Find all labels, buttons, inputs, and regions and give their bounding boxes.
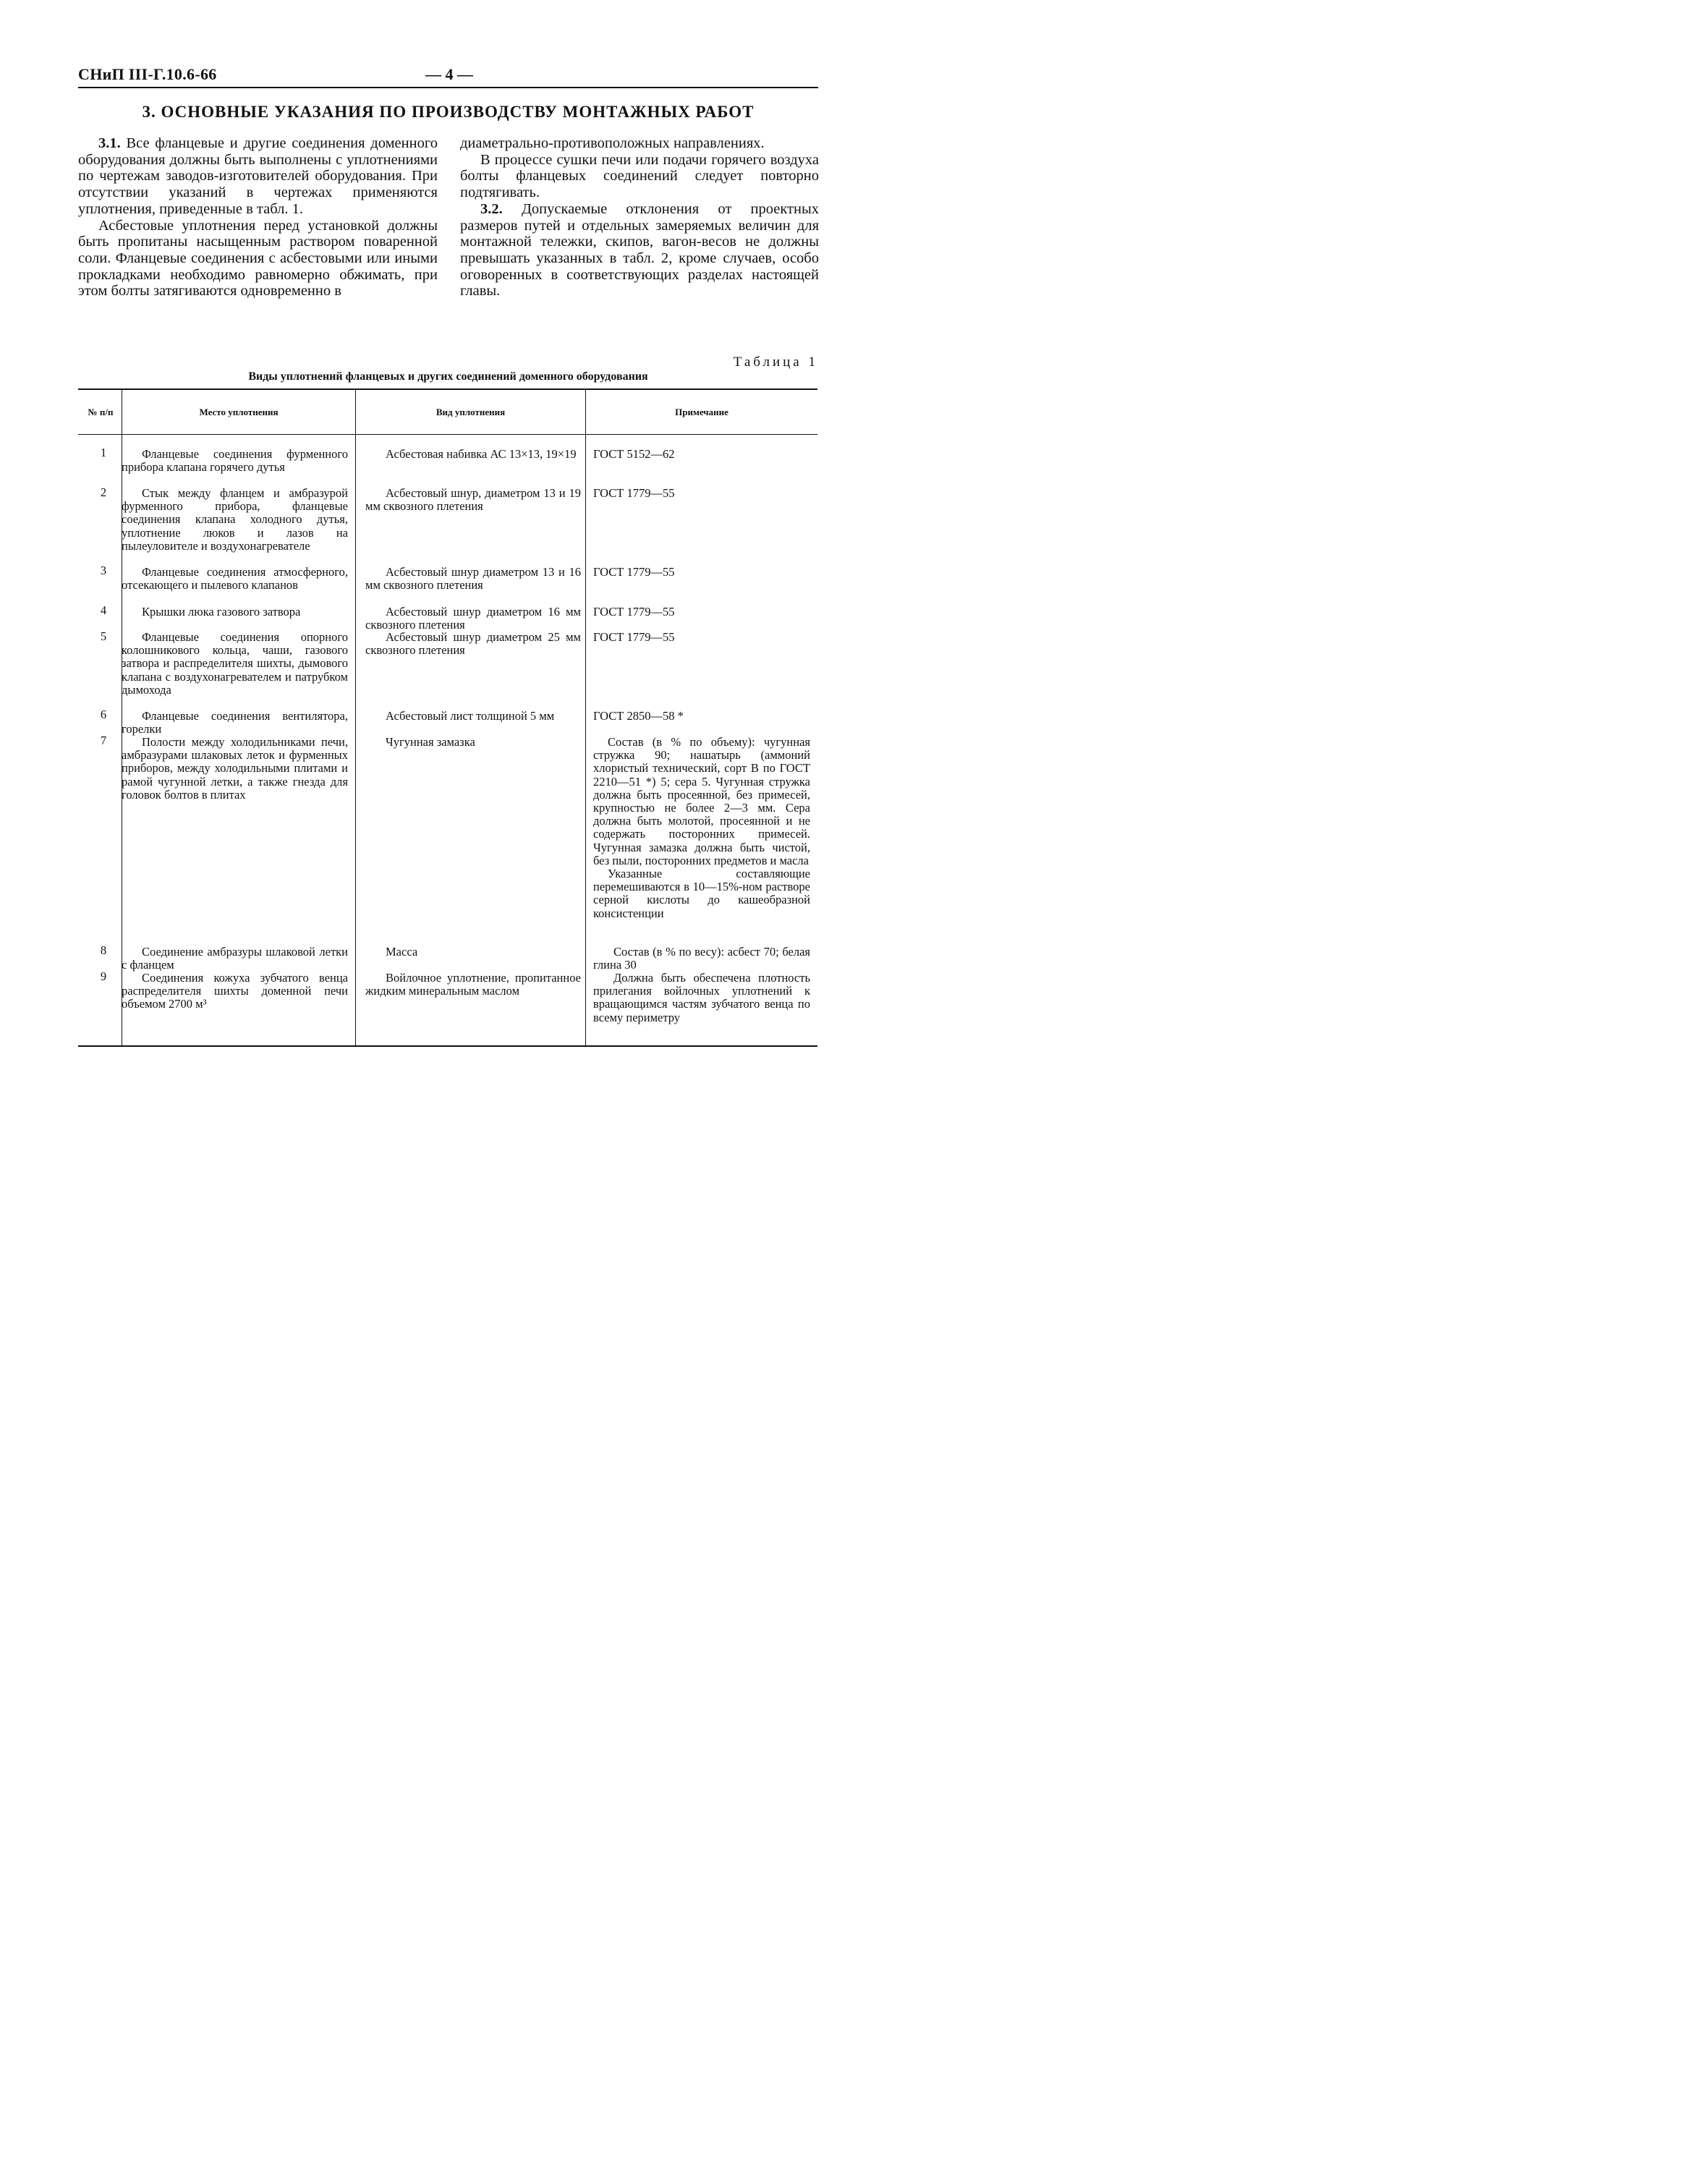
- seal-place: Крышки люка газового затвора: [142, 605, 301, 619]
- header-type: Вид уплотнения: [436, 406, 506, 417]
- seal-type: Асбестовый лист толщиной 5 мм: [386, 709, 555, 723]
- document-code: СНиП III-Г.10.6-66: [78, 65, 217, 83]
- clause-number: 3.1.: [98, 135, 121, 151]
- paragraph-asbestos: Асбестовые уплотнения перед установкой должны быть пропитаны насыщенным раствором поваренной соли. Фланцевые соединения с асбестовыми или иными прокладками необходимо равномерно обжимать, при этом болты затягиваются одновременно в: [78, 217, 438, 300]
- seal-type: Асбестовый шнур диаметром 13 и 16 мм сквозного плетения: [365, 565, 581, 592]
- right-column: [460, 135, 819, 300]
- seal-note: ГОСТ 1779—55: [593, 565, 675, 579]
- paragraph-drying: В процессе сушки печи или подачи горячего воздуха болты фланцевых соединений следует повторно подтягивать.: [460, 151, 819, 201]
- table-label: Таблица 1: [733, 354, 818, 370]
- paragraph-continued: диаметрально-противоположных направлениях.: [460, 135, 765, 151]
- seal-type: Асбестовая набивка АС 13×13, 19×19: [386, 447, 577, 461]
- paragraph-3-1: [78, 135, 438, 218]
- column-divider: [355, 390, 356, 1045]
- seal-place: Полости между холодильниками печи, амбразурами шлаковых леток и фурменных приборов, между холодильными плитами и рамой чугунной летки, а также гнезда для головок болтов в плитах: [122, 735, 348, 802]
- seal-type: Асбестовый шнур диаметром 25 мм сквозного плетения: [365, 630, 581, 658]
- seal-note: Состав (в % по весу): асбест 70; белая глина 30: [593, 945, 810, 972]
- header-num: № п/п: [88, 406, 114, 417]
- seal-types-table: [78, 388, 817, 1047]
- page-number: — 4 —: [425, 65, 473, 83]
- row-number: 4: [100, 603, 107, 617]
- seal-type: Масса: [386, 945, 418, 959]
- seal-type: Чугунная замазка: [386, 735, 475, 749]
- paragraph-3-2: [460, 201, 819, 300]
- seal-note: ГОСТ 5152—62: [593, 447, 675, 461]
- table-title: Виды уплотнений фланцевых и других соединений доменного оборудования: [248, 370, 648, 383]
- seal-place: Фланцевые соединения опорного колошникового кольца, чаши, газового затвора и распределителя шихты, дымового клапана с воздухонагревателем и патрубком дымохода: [122, 630, 348, 697]
- column-divider: [585, 390, 586, 1045]
- row-number: 6: [100, 708, 107, 721]
- section-title: 3. ОСНОВНЫЕ УКАЗАНИЯ ПО ПРОИЗВОДСТВУ МОНТАЖНЫХ РАБОТ: [142, 103, 755, 121]
- seal-note: Должна быть обеспечена плотность прилегания войлочных уплотнений к вращающимся частям зубчатого венца по всему периметру: [593, 971, 810, 1024]
- seal-type: Асбестовый шнур, диаметром 13 и 19 мм сквозного плетения: [365, 486, 581, 514]
- seal-note: ГОСТ 1779—55: [593, 605, 675, 619]
- row-number: 2: [100, 485, 107, 499]
- seal-place: Соединение амбразуры шлаковой летки с фланцем: [122, 945, 348, 972]
- seal-place: Фланцевые соединения фурменного прибора клапана горячего дутья: [122, 447, 348, 475]
- note-paragraph: Указанные составляющие перемешиваются в 10—15%-ном растворе серной кислоты до кашеобразной консистенции: [593, 867, 810, 920]
- seal-place: Соединения кожуха зубчатого венца распределителя шихты доменной печи объемом 2700 м³: [122, 971, 348, 1011]
- note-paragraph: Состав (в % по объему): чугунная стружка 90; нашатырь (аммоний хлористый технический, сорт В по ГОСТ 2210—51 *) 5; сера 5. Чугунная стружка должна быть просеянной, без примесей, крупностью не более 2—3 мм. Сера должна быть молотой, просеянной и не содержать посторонних примесей. Чугунная замазка должна быть чистой, без пыли, посторонних предметов и масла: [593, 735, 810, 867]
- seal-type: Асбестовый шнур диаметром 16 мм сквозного плетения: [365, 605, 581, 632]
- seal-type: Войлочное уплотнение, пропитанное жидким минеральным маслом: [365, 971, 581, 998]
- header-place: Место уплотнения: [199, 406, 279, 417]
- page-header: [78, 65, 818, 88]
- paragraph-text: Допускаемые отклонения от проектных размеров путей и отдельных замеряемых величин для монтажной тележки, скипов, вагон-весов не должны превышать указанных в табл. 2, кроме случаев, особо оговоренных в соответствующих разделах настоящей главы.: [460, 200, 820, 300]
- row-number: 5: [100, 629, 107, 643]
- header-divider: [78, 434, 817, 435]
- row-number: 9: [100, 969, 107, 983]
- seal-note: ГОСТ 2850—58 *: [593, 709, 684, 723]
- seal-place: Стык между фланцем и амбразурой фурменного прибора, фланцевые соединения клапана холодного дутья, уплотнение люков и лазов на пылеуловителе и воздухонагревателе: [122, 486, 348, 553]
- left-column: [78, 135, 438, 300]
- row-number: 8: [100, 943, 107, 957]
- seal-place: Фланцевые соединения атмосферного, отсекающего и пылевого клапанов: [122, 565, 348, 592]
- seal-place: Фланцевые соединения вентилятора, горелки: [122, 709, 348, 736]
- seal-note: [593, 736, 810, 920]
- seal-note: ГОСТ 1779—55: [593, 486, 675, 500]
- row-number: 1: [100, 446, 107, 459]
- paragraph-text: Все фланцевые и другие соединения доменного оборудования должны быть выполнены с уплотнениями по чертежам заводов-изготовителей оборудования. При отсутствии указаний в чертежах применяются уплотнения, приведенные в табл. 1.: [78, 135, 438, 217]
- header-note: Примечание: [675, 406, 728, 417]
- row-number: 7: [100, 734, 107, 747]
- row-number: 3: [100, 564, 107, 577]
- clause-number: 3.2.: [480, 200, 503, 217]
- seal-note: ГОСТ 1779—55: [593, 630, 675, 644]
